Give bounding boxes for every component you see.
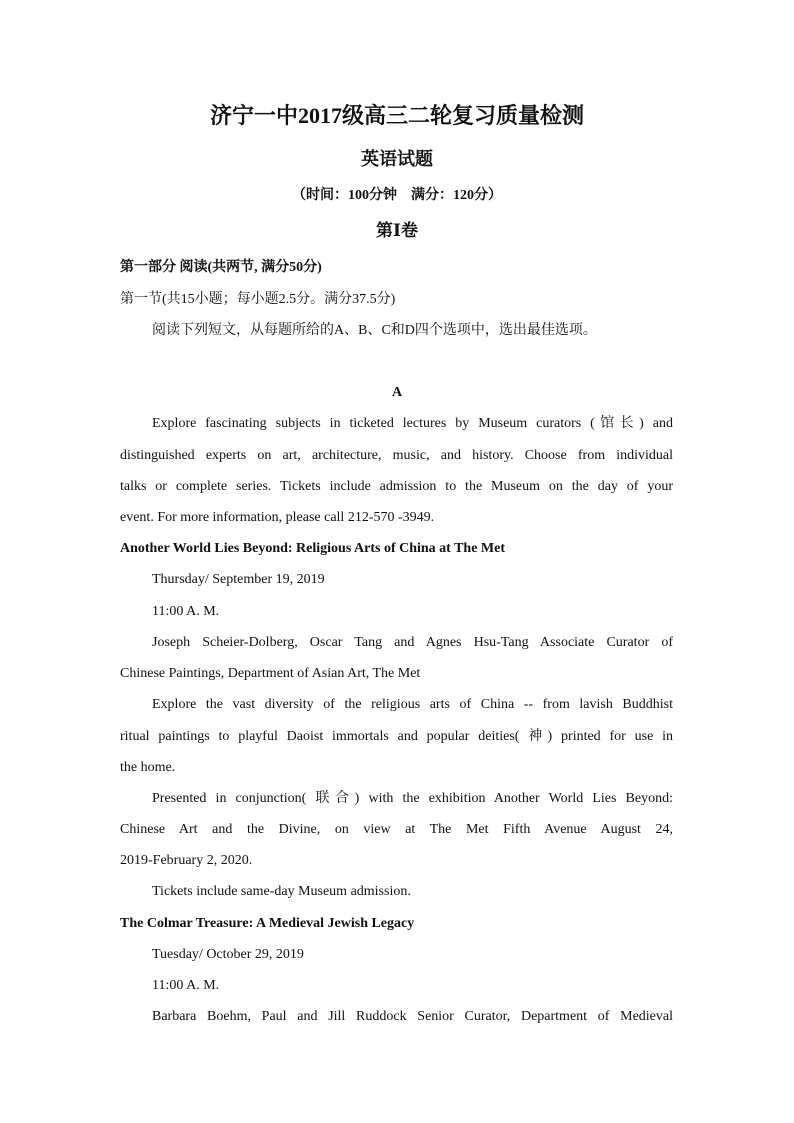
event-speaker-line: Joseph Scheier-Dolberg, Oscar Tang and Agnes Hsu-Tang Associate Curator of	[152, 635, 673, 650]
event-time: 11:00 A. M.	[152, 978, 220, 993]
event-description-line: Explore the vast diversity of the religious arts of China -- from lavish Buddhist	[152, 697, 673, 712]
event-speaker-line: Chinese Paintings, Department of Asian Art, The Met	[120, 666, 421, 681]
volume-heading: 第Ⅰ卷	[376, 221, 418, 240]
passage-label: A	[391, 385, 403, 400]
event-description-line: ritual paintings to playful Daoist immortals and popular deities( 神) printed for use in	[120, 729, 673, 744]
event-title: The Colmar Treasure: A Medieval Jewish Legacy	[120, 916, 415, 931]
event-time: 11:00 A. M.	[152, 604, 220, 619]
part-heading: 第一部分 阅读(共两节, 满分50分)	[120, 260, 322, 275]
event-date: Tuesday/ October 29, 2019	[152, 947, 304, 962]
event-tickets: Tickets include same-day Museum admission.	[152, 884, 411, 899]
intro-line: Explore fascinating subjects in ticketed lectures by Museum curators (馆长) and	[152, 416, 673, 431]
event-presented-line: Presented in conjunction( 联合) with the exhibition Another World Lies Beyond:	[152, 791, 673, 806]
event-speaker-line: Barbara Boehm, Paul and Jill Ruddock Senior Curator, Department of Medieval	[152, 1009, 673, 1024]
exam-time-info: （时间：100分钟 满分：120分）	[292, 188, 502, 203]
event-description-line: the home.	[120, 760, 176, 775]
instruction-text: 阅读下列短文，从每题所给的A、B、C和D四个选项中，选出最佳选项。	[152, 323, 597, 338]
subsection-heading: 第一节(共15小题；每小题2.5分。满分37.5分)	[120, 292, 396, 307]
intro-line: talks or complete series. Tickets include admission to the Museum on the day of your	[120, 479, 673, 494]
event-title: Another World Lies Beyond: Religious Arts of China at The Met	[120, 541, 506, 556]
event-presented-line: Chinese Art and the Divine, on view at The Met Fifth Avenue August 24,	[120, 822, 673, 837]
exam-subject: 英语试题	[361, 149, 433, 169]
exam-title: 济宁一中2017级高三二轮复习质量检测	[209, 103, 584, 128]
intro-line: distinguished experts on art, architecture, music, and history. Choose from individual	[120, 448, 673, 463]
event-presented-line: 2019-February 2, 2020.	[120, 853, 253, 868]
event-date: Thursday/ September 19, 2019	[152, 572, 325, 587]
intro-line: event. For more information, please call 212-570 -3949.	[120, 510, 435, 525]
